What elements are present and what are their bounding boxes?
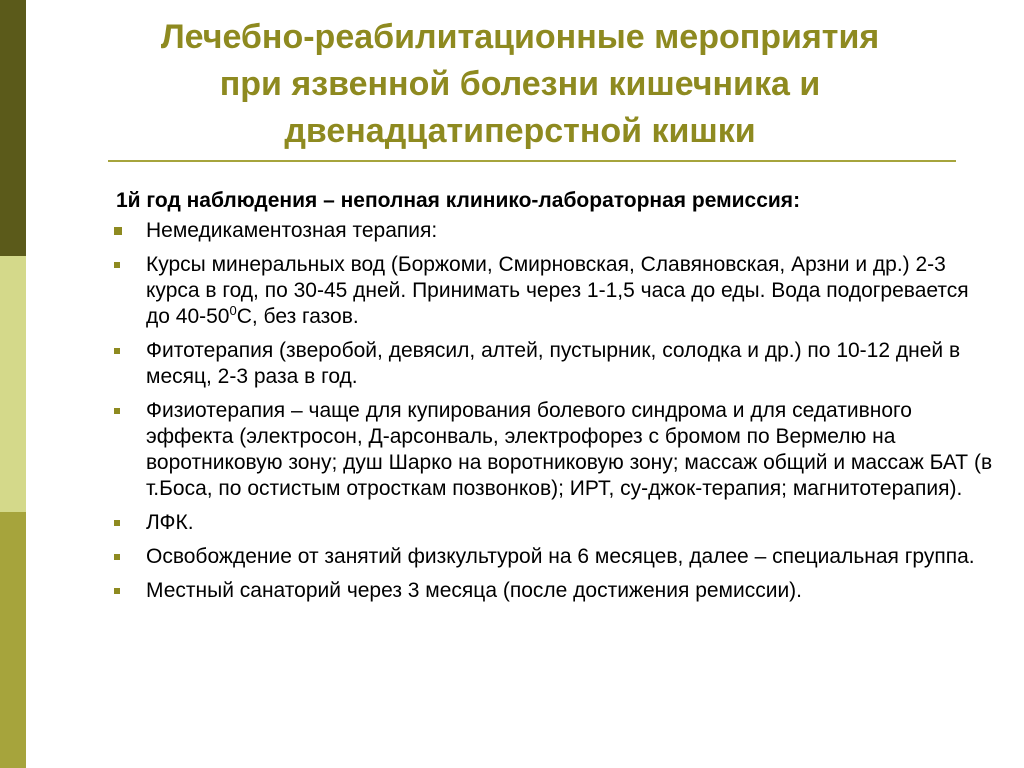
square-bullet-icon (114, 348, 120, 354)
decorative-bar-bottom (0, 512, 26, 768)
list-item-text: Курсы минеральных вод (Боржоми, Смирновская, Славяновская, Арзни и др.) 2-3 курса в год, по 30-45 дней. Принимать через 1-1,5 часа до еды. Вода подогревается до 40-50 (146, 253, 969, 328)
list-item-text: Немедикаментозная терапия: (146, 219, 438, 242)
slide-content (114, 186, 994, 612)
list-item (114, 398, 994, 502)
degree-superscript: 0 (229, 303, 237, 318)
list-item (114, 578, 994, 604)
list-item-text: Освобождение от занятий физкультурой на 6 месяцев, далее – специальная группа. (146, 545, 975, 568)
list-item (114, 338, 994, 390)
list-item-text: Фитотерапия (зверобой, девясил, алтей, пустырник, солодка и др.) по 10-12 дней в месяц, 2-3 раза в год. (146, 339, 961, 388)
square-bullet-icon (114, 408, 120, 414)
decorative-bar-top (0, 0, 26, 256)
square-bullet-icon (114, 554, 120, 560)
title-line: Лечебно-реабилитационные мероприятия (160, 18, 880, 56)
subheading: 1й год наблюдения – неполная клинико-лабораторная ремиссия: (116, 189, 801, 212)
list-item (114, 218, 994, 244)
list-item-text: Физиотерапия – чаще для купирования болевого синдрома и для седативного эффекта (электросон, Д-арсонваль, электрофорез с бромом по Вермелю на воротниковую зону; душ Шарко на воротниковую зону; массаж общий и массаж БАТ (в т.Боса, по остистым отросткам позвонков); ИРТ, су-джок-терапия; магнитотерапия). (146, 399, 993, 500)
decorative-bar-middle (0, 256, 26, 512)
list-item (114, 510, 994, 536)
list-item-text-suffix: С, без газов. (236, 305, 359, 328)
title-divider (108, 160, 956, 162)
list-item-text: Местный санаторий через 3 месяца (после достижения ремиссии). (146, 579, 803, 602)
square-bullet-icon (114, 520, 120, 526)
title-line: при язвенной болезни кишечника и (219, 65, 821, 103)
square-bullet-icon (114, 588, 120, 594)
list-item (114, 544, 994, 570)
square-bullet-icon (114, 262, 120, 268)
slide-title (60, 14, 980, 155)
title-line: двенадцатиперстной кишки (284, 112, 756, 150)
square-bullet-icon (114, 227, 122, 235)
bullet-list (114, 218, 994, 604)
list-item-text: ЛФК. (146, 511, 194, 534)
list-item (114, 252, 994, 330)
